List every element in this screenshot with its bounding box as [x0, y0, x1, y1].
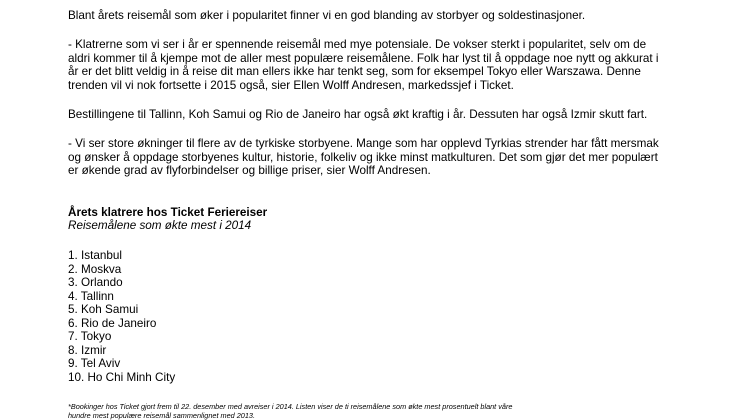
list-subtitle: Reisemålene som økte mest i 2014	[68, 219, 252, 232]
list-item: 8. Izmir	[68, 343, 107, 357]
list-item: 3. Orlando	[68, 276, 123, 290]
list-item: 10. Ho Chi Minh City	[68, 370, 176, 384]
footnote-line: hundre mest populære reisemål sammenlignet med 2013.	[68, 411, 255, 420]
list-item: 6. Rio de Janeiro	[68, 316, 157, 330]
quote2-line: er økende grad av flyforbindelser og billige priser, sier Wolff Andresen.	[68, 164, 431, 178]
quote1-line: aldri kommer til å kjempe mot de aller mest populære reisemålene. Folk har lyst til å oppdage noe nytt og akkurat i	[68, 51, 659, 65]
list-item: 9. Tel Aviv	[68, 357, 121, 371]
list-item: 2. Moskva	[68, 262, 122, 276]
list-title: Årets klatrere hos Ticket Feriereiser	[68, 206, 268, 219]
quote1-line: - Klatrerne som vi ser i år er spennende reisemål med mye potensiale. De vokser sterkt i popularitet, selv om de	[68, 38, 647, 51]
footnote-line: *Bookinger hos Ticket gjort frem til 22. desember med avreiser i 2014. Listen viser de ti reisemålene som økte mest prosentuelt blant våre	[68, 402, 513, 411]
bookings-paragraph: Bestillingene til Tallinn, Koh Samui og Rio de Janeiro har også økt kraftig i år. Dessuten har også Izmir skutt fart.	[68, 108, 648, 121]
list-item: 4. Tallinn	[68, 289, 114, 303]
list-item: 7. Tokyo	[68, 330, 112, 344]
quote1-line: år er det blitt veldig in å reise dit man ellers ikke har tenkt seg, som for eksempel Tokyo eller Warszawa. Denne	[68, 65, 641, 79]
footnote	[68, 402, 512, 420]
quote-paragraph-2	[68, 137, 659, 178]
quote2-line: og ønsker å oppdage storbyenes kultur, historie, folkeliv og ikke minst matkulturen. Det som gjør det mer populært	[68, 150, 658, 164]
list-item: 5. Koh Samui	[68, 303, 139, 317]
destination-list	[68, 249, 175, 384]
list-item: 1. Istanbul	[68, 249, 122, 262]
quote2-line: - Vi ser store økninger til flere av de tyrkiske storbyene. Mange som har opplevd Tyrkias strender har fått mersmak	[68, 137, 659, 150]
intro-paragraph: Blant årets reisemål som øker i popularitet finner vi en god blanding av storbyer og soldestinasjoner.	[68, 9, 586, 22]
quote-paragraph-1	[68, 38, 659, 92]
quote1-line: trenden vil vi nok fortsette i 2015 også, sier Ellen Wolff Andresen, markedssjef i Ticket.	[68, 78, 514, 92]
